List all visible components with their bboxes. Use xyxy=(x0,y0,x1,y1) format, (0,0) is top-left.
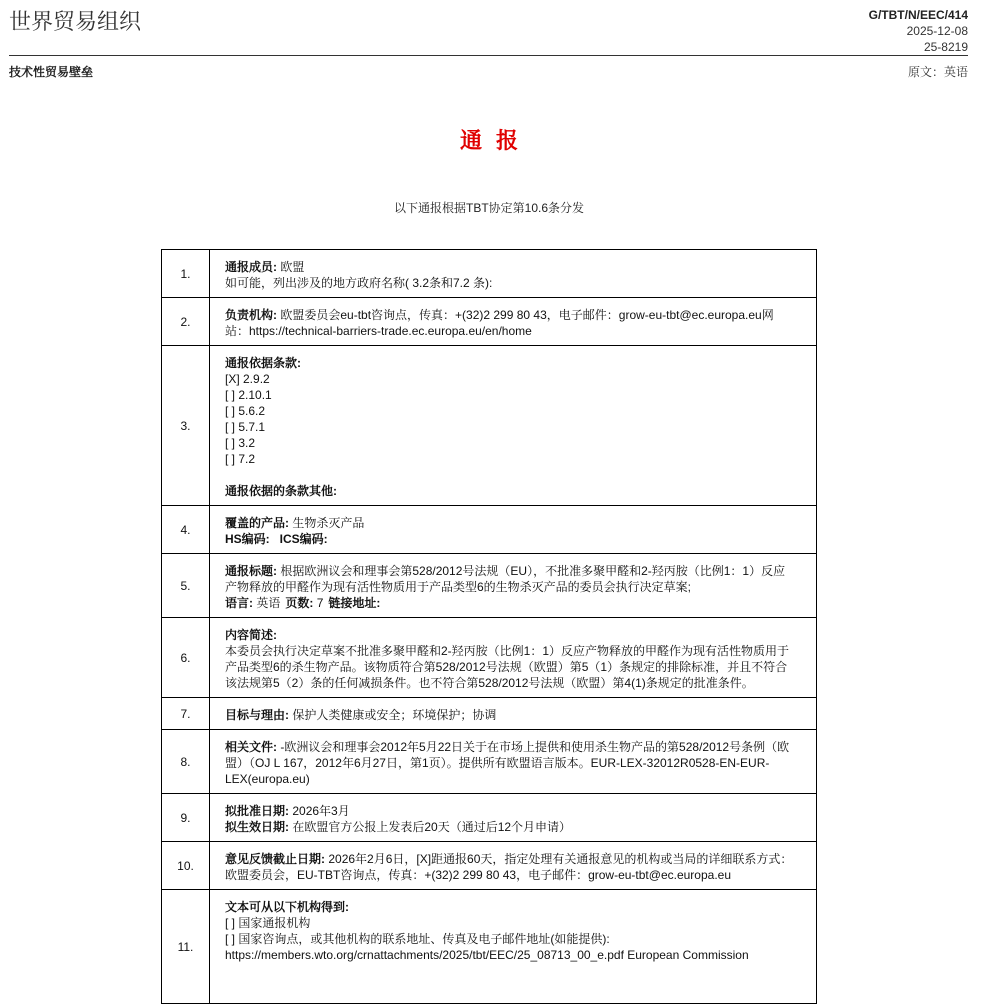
notifying-member-value: 欧盟 xyxy=(280,260,305,274)
item-content xyxy=(210,298,817,346)
article-option: [ ] 5.7.1 xyxy=(225,420,266,434)
notification-title-label: 通报标题: xyxy=(225,564,277,578)
item-number: 11. xyxy=(162,890,210,1004)
text-availability-line: https://members.wto.org/crnattachments/2025/tbt/EEC/25_08713_00_e.pdf European Commission xyxy=(225,948,749,962)
notification-title: 通 报 xyxy=(459,128,519,153)
table-row xyxy=(162,890,817,1004)
reference-number: 25-8219 xyxy=(923,40,968,54)
item-number: 3. xyxy=(162,346,210,506)
committee-name: 技术性贸易壁垒 xyxy=(9,65,94,79)
table-row xyxy=(162,250,817,298)
item-content xyxy=(210,890,817,1004)
article-option: [X] 2.9.2 xyxy=(225,372,270,386)
articles-other-line xyxy=(225,483,801,499)
adoption-date-line xyxy=(225,803,801,819)
item-content xyxy=(210,346,817,506)
text-availability-line: [ ] 国家咨询点，或其他机构的联系地址、传真及电子邮件地址(如能提供): xyxy=(225,932,610,946)
table-row xyxy=(162,554,817,618)
item-number: 4. xyxy=(162,506,210,554)
language-pages-line xyxy=(225,595,801,611)
notification-subtitle: 以下通报根据TBT协定第10.6条分发 xyxy=(393,201,585,215)
hs-code-label: HS编码: xyxy=(225,532,270,546)
item-content xyxy=(210,618,817,698)
language-label: 语言: xyxy=(225,596,253,610)
document-meta xyxy=(869,7,968,55)
item-content xyxy=(210,842,817,890)
item-content xyxy=(210,250,817,298)
products-value: 生物杀灭产品 xyxy=(292,516,365,530)
notification-title-value: 根据欧洲议会和理事会第528/2012号法规（EU），不批准多聚甲醛和2-羟丙胺（比例1：1）反应 xyxy=(280,564,786,578)
local-government-line: 如可能，列出涉及的地方政府名称( 3.2条和7.2 条): xyxy=(225,276,493,290)
pages-label: 页数: xyxy=(285,596,314,610)
table-row xyxy=(162,298,817,346)
documents-line: 盟）（OJ L 167，2012年6月27日，第1页）。提供所有欧盟语言版本。EUR-LEX-32012R0528-EN-EUR- xyxy=(225,756,770,770)
description-label: 内容简述: xyxy=(225,628,277,642)
agency-line xyxy=(225,307,801,323)
documents-label: 相关文件: xyxy=(225,740,277,754)
item-number: 1. xyxy=(162,250,210,298)
objective-label: 目标与理由: xyxy=(225,708,289,722)
articles-label-line xyxy=(225,355,801,371)
comment-deadline-line xyxy=(225,851,801,867)
item-content xyxy=(210,554,817,618)
notification-title-line: 产物释放的甲醛作为现有活性物质用于产品类型6的生物杀灭产品的委员会执行决定草案; xyxy=(225,580,692,594)
item-content xyxy=(210,506,817,554)
notification-table xyxy=(161,249,817,1004)
item-number: 2. xyxy=(162,298,210,346)
document-date: 2025-12-08 xyxy=(906,24,968,38)
agency-label: 负责机构: xyxy=(225,308,277,322)
text-availability-block xyxy=(225,899,801,997)
description-line: 产品类型6的杀生物产品。该物质符合第528/2012号法规（欧盟）第5（1）条规定的排除标准，并且不符合 xyxy=(225,660,788,674)
document-symbol: G/TBT/N/EEC/414 xyxy=(868,8,968,22)
original-language: 原文：英语 xyxy=(907,65,968,79)
table-row xyxy=(162,618,817,698)
description-line: 本委员会执行决定草案不批准多聚甲醛和2-羟丙胺（比例1：1）反应产物释放的甲醛作为现有活性物质用于 xyxy=(225,644,790,658)
link-label: 链接地址: xyxy=(328,596,381,610)
table-row xyxy=(162,698,817,730)
pages-value: 7 xyxy=(316,596,324,610)
objective-line xyxy=(225,707,801,723)
agency-line: 站：https://technical-barriers-trade.ec.europa.eu/en/home xyxy=(225,324,532,338)
comment-deadline-label: 意见反馈截止日期: xyxy=(225,852,325,866)
ics-code-label: ICS编码: xyxy=(279,532,328,546)
agency-value: 欧盟委员会eu-tbt咨询点，传真：+(32)2 299 80 43，电子邮件：grow-eu-tbt@ec.europa.eu网 xyxy=(280,308,774,322)
item-number: 9. xyxy=(162,794,210,842)
articles-label: 通报依据条款: xyxy=(225,356,301,370)
blank-line xyxy=(225,467,801,483)
table-row xyxy=(162,730,817,794)
article-option: [ ] 2.10.1 xyxy=(225,388,272,402)
item-number: 10. xyxy=(162,842,210,890)
article-option: [ ] 3.2 xyxy=(225,436,256,450)
documents-line: LEX(europa.eu) xyxy=(225,772,310,786)
entry-into-force-value: 在欧盟官方公报上发表后20天（通过后12个月申请） xyxy=(292,820,572,834)
text-availability-line: [ ] 国家通报机构 xyxy=(225,916,311,930)
articles-other-label: 通报依据的条款其他: xyxy=(225,484,337,498)
table-row xyxy=(162,794,817,842)
objective-value: 保护人类健康或安全；环境保护；协调 xyxy=(292,708,497,722)
item-content xyxy=(210,794,817,842)
products-label: 覆盖的产品: xyxy=(225,516,289,530)
adoption-date-label: 拟批准日期: xyxy=(225,804,289,818)
products-line xyxy=(225,515,801,531)
entry-into-force-label: 拟生效日期: xyxy=(225,820,289,834)
documents-value: -欧洲议会和理事会2012年5月22日关于在市场上提供和使用杀生物产品的第528/2012号条例（欧 xyxy=(280,740,790,754)
article-option: [ ] 7.2 xyxy=(225,452,256,466)
documents-line xyxy=(225,739,801,755)
comment-deadline-line: 欧盟委员会，EU-TBT咨询点，传真：+(32)2 299 80 43，电子邮件：grow-eu-tbt@ec.europa.eu xyxy=(225,868,731,882)
table-row xyxy=(162,842,817,890)
item-number: 5. xyxy=(162,554,210,618)
header-divider xyxy=(9,55,968,56)
language-value: 英语 xyxy=(256,596,281,610)
description-label-line xyxy=(225,627,801,643)
item-number: 8. xyxy=(162,730,210,794)
item-number: 6. xyxy=(162,618,210,698)
codes-line xyxy=(225,531,801,547)
notifying-member-label: 通报成员: xyxy=(225,260,277,274)
comment-deadline-value: 2026年2月6日，[X]距通报60天，指定处理有关通报意见的机构或当局的详细联系方式： xyxy=(328,852,793,866)
article-option: [ ] 5.6.2 xyxy=(225,404,266,418)
text-availability-label-line xyxy=(225,899,801,915)
notification-title-line xyxy=(225,563,801,579)
adoption-date-value: 2026年3月 xyxy=(292,804,350,818)
item-number: 7. xyxy=(162,698,210,730)
notifying-member-line xyxy=(225,259,801,275)
item-content xyxy=(210,698,817,730)
organization-name: 世界贸易组织 xyxy=(9,9,142,34)
table-row xyxy=(162,506,817,554)
description-line: 该法规第5（2）条的任何减损条件。也不符合第528/2012号法规（欧盟）第4(1)条规定的批准条件。 xyxy=(225,676,754,690)
item-content xyxy=(210,730,817,794)
table-row xyxy=(162,346,817,506)
entry-into-force-line xyxy=(225,819,801,835)
text-availability-label: 文本可从以下机构得到: xyxy=(225,900,349,914)
